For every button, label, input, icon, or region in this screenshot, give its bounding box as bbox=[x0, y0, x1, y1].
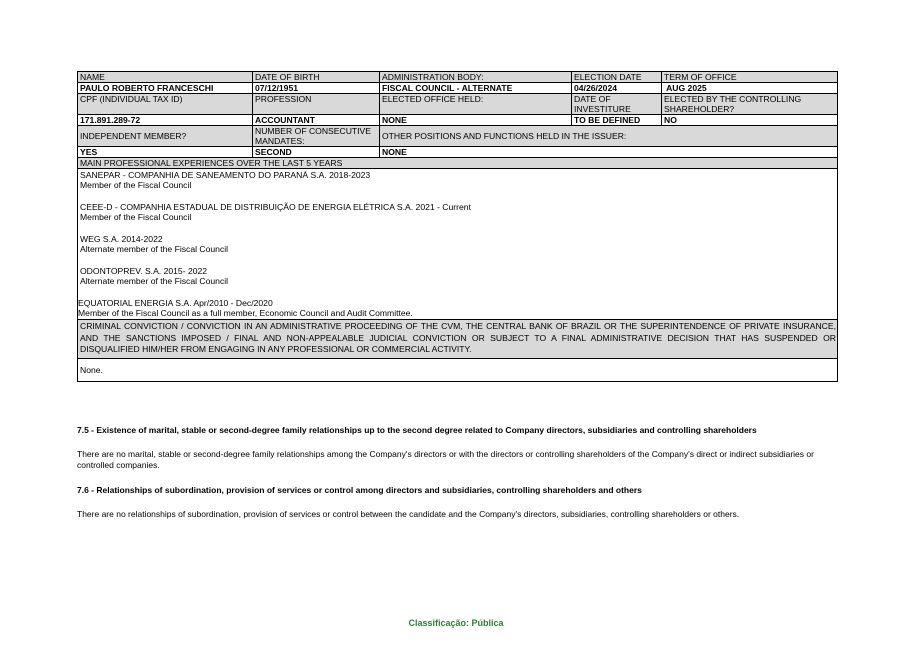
table-row bbox=[78, 320, 838, 359]
experience-item bbox=[80, 234, 835, 254]
experience-role: Alternate member of the Fiscal Council bbox=[80, 244, 229, 254]
section-7-5-body: There are no marital, stable or second-degree family relationships among the Company's directors or with the directors or controlling shareholders of the Company's direct or indirect subsidiaries or controlled companies. bbox=[77, 448, 814, 470]
table-row bbox=[78, 115, 838, 126]
table-row bbox=[78, 83, 838, 94]
experience-role: Member of the Fiscal Council bbox=[80, 180, 192, 190]
section-7-5-title: 7.5 - Existence of marital, stable or second-degree family relationships up to the second degree related to Company directors, subsidiaries and controlling shareholders bbox=[77, 425, 757, 435]
value-consecutive-mandates: SECOND bbox=[253, 147, 380, 158]
table-row bbox=[78, 94, 838, 115]
experience-item bbox=[80, 170, 835, 190]
table-row bbox=[78, 169, 838, 320]
header-date-of-birth: DATE OF BIRTH bbox=[253, 72, 380, 83]
value-elected-by-controlling: NO bbox=[662, 115, 838, 126]
value-criminal-conviction: None. bbox=[78, 358, 838, 381]
experience-role: Alternate member of the Fiscal Council bbox=[80, 276, 229, 286]
value-cpf: 171.891.289-72 bbox=[78, 115, 253, 126]
header-other-positions: OTHER POSITIONS AND FUNCTIONS HELD IN THE ISSUER: bbox=[380, 126, 838, 147]
experience-item bbox=[80, 202, 835, 222]
value-name: PAULO ROBERTO FRANCESCHI bbox=[78, 83, 253, 94]
value-election-date: 04/26/2024 bbox=[572, 83, 662, 94]
value-term-of-office: AUG 2025 bbox=[662, 83, 838, 94]
value-independent-member: YES bbox=[78, 147, 253, 158]
value-date-of-birth: 07/12/1951 bbox=[253, 83, 380, 94]
experiences-cell bbox=[78, 169, 838, 320]
director-info-table bbox=[77, 71, 838, 382]
table-row bbox=[78, 126, 838, 147]
experience-item bbox=[80, 266, 835, 286]
experience-company: SANEPAR - COMPANHIA DE SANEAMENTO DO PARANÁ S.A. 2018-2023 bbox=[80, 170, 371, 180]
table-row bbox=[78, 72, 838, 83]
experience-company: EQUATORIAL ENERGIA S.A. Apr/2010 - Dec/2020 bbox=[78, 298, 273, 308]
header-cpf: CPF (INDIVIDUAL TAX ID) bbox=[78, 94, 253, 115]
experience-company: CEEE-D - COMPANHIA ESTADUAL DE DISTRIBUIÇÃO DE ENERGIA ELÉTRICA S.A. 2021 - Current bbox=[80, 202, 471, 212]
value-date-of-investiture: TO BE DEFINED bbox=[572, 115, 662, 126]
table-row bbox=[78, 147, 838, 158]
experience-company: ODONTOPREV. S.A. 2015- 2022 bbox=[80, 266, 208, 276]
section-7-6-body: There are no relationships of subordination, provision of services or control between the candidate and the Company's directors, subsidiaries, controlling shareholders or others. bbox=[77, 508, 740, 519]
header-election-date: ELECTION DATE bbox=[572, 72, 662, 83]
header-administration-body: ADMINISTRATION BODY: bbox=[380, 72, 572, 83]
section-7-6 bbox=[77, 485, 837, 520]
header-criminal-conviction: CRIMINAL CONVICTION / CONVICTION IN AN ADMINISTRATIVE PROCEEDING OF THE CVM, THE CENTRAL BANK OF BRAZIL OR THE SUPERINTENDENCE OF PRIVATE INSURANCE, AND THE SANCTIONS IMPOSED / FINAL AND NON-APPEALABLE JUDICIAL CONVICTION OR SUBJECT TO A FINAL ADMINISTRATIVE DECISION THAT HAS SUSPENDED OR DISQUALIFIED HIM/HER FROM ENGAGING IN ANY PROFESSIONAL OR COMMERCIAL ACTIVITY. bbox=[78, 320, 838, 359]
table-row bbox=[78, 158, 838, 169]
experience-item bbox=[78, 298, 835, 318]
header-independent-member: INDEPENDENT MEMBER? bbox=[78, 126, 253, 147]
header-elected-office: ELECTED OFFICE HELD: bbox=[380, 94, 572, 115]
value-profession: ACCOUNTANT bbox=[253, 115, 380, 126]
experience-role: Member of the Fiscal Council bbox=[80, 212, 192, 222]
section-7-5 bbox=[77, 425, 837, 472]
value-other-positions: NONE bbox=[380, 147, 838, 158]
header-elected-by-controlling: ELECTED BY THE CONTROLLING SHAREHOLDER? bbox=[662, 94, 838, 115]
experience-role: Member of the Fiscal Council as a full member, Economic Council and Audit Committee. bbox=[78, 308, 413, 318]
header-professional-experiences: MAIN PROFESSIONAL EXPERIENCES OVER THE LAST 5 YEARS bbox=[78, 158, 838, 169]
classification-footer: Classificação: Pública bbox=[408, 618, 504, 628]
value-administration-body: FISCAL COUNCIL - ALTERNATE bbox=[380, 83, 572, 94]
header-profession: PROFESSION bbox=[253, 94, 380, 115]
header-name: NAME bbox=[78, 72, 253, 83]
experience-company: WEG S.A. 2014-2022 bbox=[80, 234, 163, 244]
header-date-of-investiture: DATE OF INVESTITURE bbox=[572, 94, 662, 115]
table-row bbox=[78, 358, 838, 381]
value-elected-office: NONE bbox=[380, 115, 572, 126]
header-consecutive-mandates: NUMBER OF CONSECUTIVE MANDATES: bbox=[253, 126, 380, 147]
section-7-6-title: 7.6 - Relationships of subordination, provision of services or control among directors and subsidiaries, controlling shareholders and others bbox=[77, 485, 642, 495]
header-term-of-office: TERM OF OFFICE bbox=[662, 72, 838, 83]
